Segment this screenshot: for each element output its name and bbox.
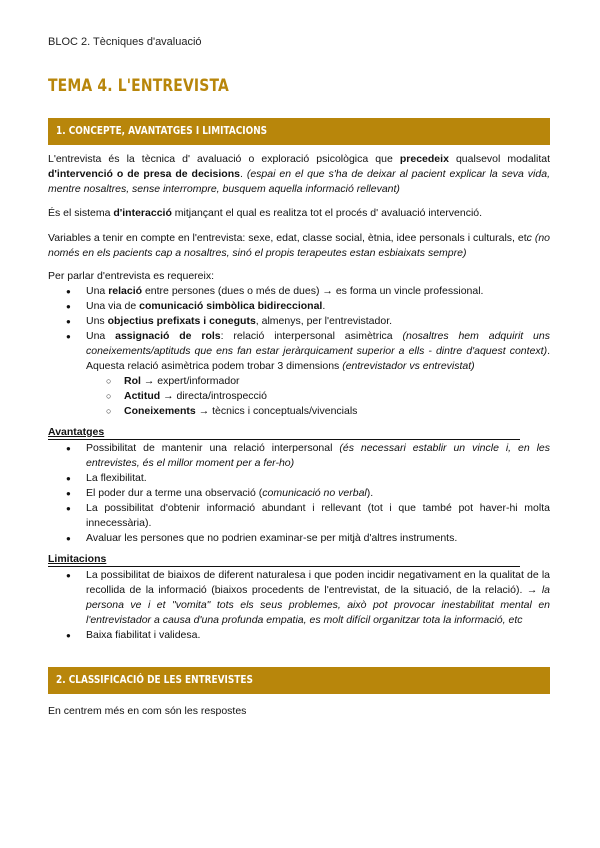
text-bold: Rol [124, 375, 141, 387]
text: → tècnics i conceptuals/vivencials [195, 405, 358, 417]
paragraph-variables [48, 231, 550, 261]
list-item [48, 299, 550, 314]
text: → directa/introspecció [160, 390, 267, 402]
text-bold: Coneixements [124, 405, 196, 417]
text: L'entrevista és la tècnica d' avaluació o exploració psicològica que [48, 153, 400, 165]
text-italic: (entrevistador vs entrevistat) [342, 360, 475, 372]
text-italic: c (no només en els pacients cap a nosaltres, sinó el propis terapeutes estan esbiaixats sempre) [48, 232, 550, 259]
list-item [86, 389, 550, 404]
requirements-intro: Per parlar d'entrevista es requereix: [48, 270, 215, 282]
text-bold: Actitud [124, 390, 161, 402]
running-header: BLOC 2. Tècniques d'avaluació [48, 36, 202, 48]
text-bold: d'intervenció o de presa de decisions [48, 168, 240, 180]
text-bold: d'interacció [113, 207, 172, 219]
text: La possibilitat de biaixos de diferent naturalesa i que poden incidir negativament en la qualitat de la recollida de la informació (biaixos procedents de l'entrevistat, de la situació, de la relació). → [86, 569, 550, 596]
list-item [48, 441, 550, 471]
paragraph-definition [48, 152, 550, 197]
text: . [239, 168, 247, 180]
text-italic: comunicació no verbal [262, 487, 367, 499]
text: El poder dur a terme una observació ( [86, 487, 263, 499]
section-banner-concepte [48, 118, 550, 145]
heading-limitacions: Limitacions [48, 553, 520, 567]
text: . [322, 300, 326, 312]
text-bold: assignació de rols [115, 330, 221, 342]
text: qualsevol modalitat [448, 153, 550, 165]
section-banner-classificacio [48, 667, 550, 694]
limitacions-list [48, 568, 550, 643]
text-bold: precedeix [399, 153, 449, 165]
text-italic: la persona ve i et "vomita" tots els seus problemes, això pot provocar inestabilitat mental en l'entrevistador a causa d'una profunda empatia, es molt difícil organitzar tota la informació, etc [86, 584, 550, 626]
text: → expert/informador [140, 375, 240, 387]
dimensions-list [86, 374, 550, 419]
text: Una [86, 330, 116, 342]
text-italic: (nosaltres hem adquirit uns coneixements/aptituds que ens fan estar jeràrquicament superior a ells - dintre d'aquest context) [86, 330, 550, 357]
text-bold: objectius prefixats i coneguts [107, 315, 256, 327]
text-bold: comunicació simbòlica bidireccional [139, 300, 323, 312]
section-title: 2. CLASSIFICACIÓ DE LES ENTREVISTES [56, 674, 253, 686]
paragraph-classification: En centrem més en com són les respostes [48, 705, 247, 717]
text: Una [86, 285, 109, 297]
text: , almenys, per l'entrevistador. [255, 315, 393, 327]
limitacions-block [48, 568, 550, 643]
text: Variables a tenir en compte en l'entrevista: sexe, edat, classe social, ètnia, idee personals i culturals, et [48, 232, 527, 244]
list-item: ● La possibilitat d'obtenir informació abundant i rellevant (tot i que també pot haver-hi molta innecessària). [48, 501, 550, 531]
text: Una via de [86, 300, 140, 312]
paragraph-system [48, 206, 550, 221]
list-item [48, 568, 550, 628]
avantatges-list [48, 441, 550, 546]
section-title: 1. CONCEPTE, AVANTATGES I LIMITACIONS [56, 125, 268, 137]
avantatges-block [48, 441, 550, 546]
heading-avantatges: Avantatges [48, 426, 520, 440]
text: entre persones (dues o més de dues) → es forma un vincle professional. [142, 285, 484, 297]
text-italic: (és necessari establir un vincle i, en les entrevistes, és el millor moment per a fer-ho) [86, 442, 551, 469]
page-title: TEMA 4. L'ENTREVISTA [48, 76, 230, 96]
text: . Aquesta relació asimètrica podem trobar 3 dimensions [86, 345, 550, 372]
list-item [48, 284, 550, 299]
list-item: ● Baixa fiabilitat i validesa. [48, 628, 550, 643]
requirements-list [48, 284, 550, 419]
text: És el sistema [48, 207, 114, 219]
text: : relació interpersonal asimètrica [220, 330, 403, 342]
text-italic: (espai en el que s'ha de deixar al pacient explicar la seva vida, mentre nosaltres, sense interrompre, busquem aquella informació rellevant) [48, 168, 550, 195]
list-item [48, 486, 550, 501]
text: ). [366, 487, 374, 499]
text: Uns [86, 315, 108, 327]
list-item [48, 329, 550, 419]
text: mitjançant el qual es realitza tot el procés d' avaluació intervenció. [171, 207, 483, 219]
list-item [86, 374, 550, 389]
text: Possibilitat de mantenir una relació interpersonal [86, 442, 340, 454]
requirements-block [48, 269, 550, 419]
list-item [48, 314, 550, 329]
list-item: ● Avaluar les persones que no podrien examinar-se per mitjà d'altres instruments. [48, 531, 550, 546]
list-item: ● La flexibilitat. [48, 471, 550, 486]
text-bold: relació [108, 285, 143, 297]
list-item [86, 404, 550, 419]
